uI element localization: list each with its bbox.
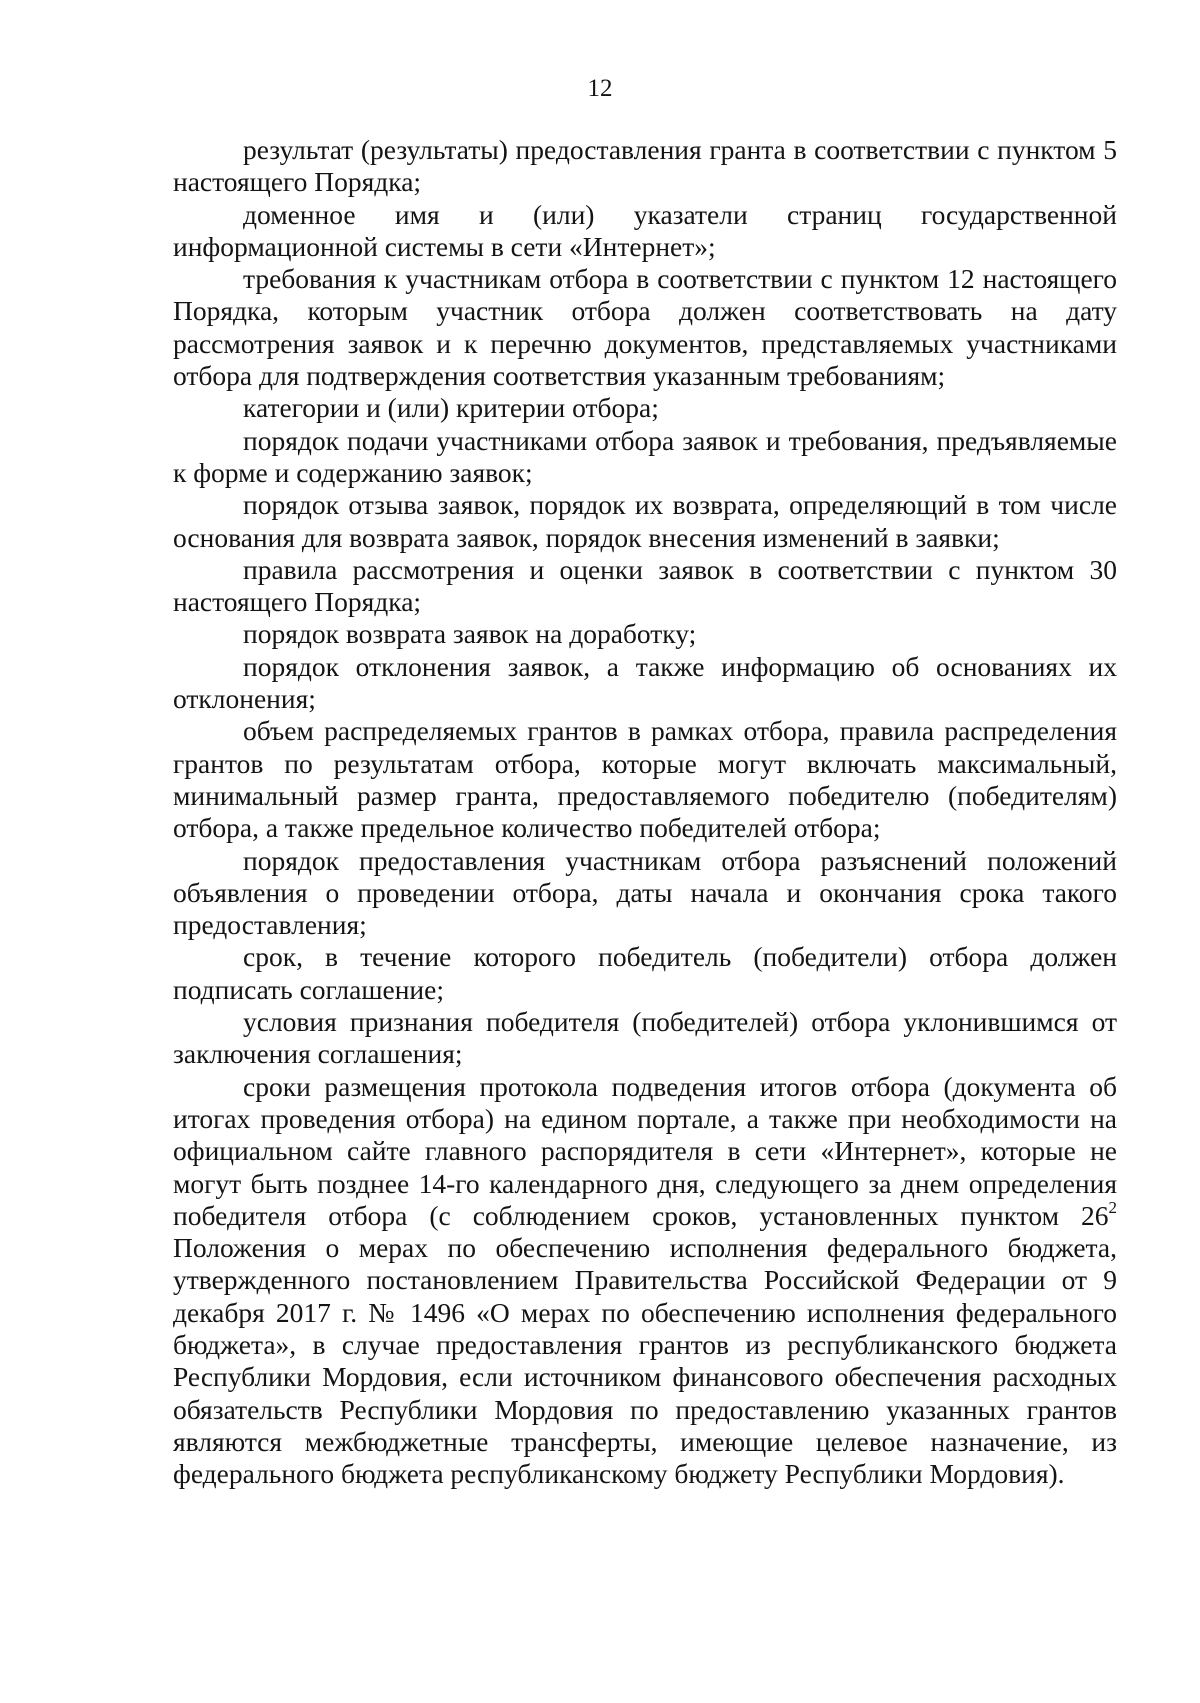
page-number: 12	[587, 75, 613, 102]
paragraph-selection-criteria: категории и (или) критерии отбора;	[243, 392, 659, 424]
paragraph-evaluation-rules: правила рассмотрения и оценки заявок в соответствии с пунктом 30 настоящего Порядка;	[173, 553, 1117, 618]
document-body	[173, 134, 1117, 1490]
paragraph-return-for-revision: порядок возврата заявок на доработку;	[243, 618, 697, 650]
superscript-index: 2	[1108, 1197, 1117, 1217]
protocol-text-end: Положения о мерах по обеспечению исполнения федерального бюджета, утвержденного постановлением Правительства Российской Федерации от 9 декабря 2017 г. № 1496 «О мерах по обеспечению исполнения федерального бюджета», в случае предоставления грантов из республиканского бюджета Республики Мордовия, если источником финансового обеспечения расходных обязательств Республики Мордовия по предоставлению указанных грантов являются межбюджетные трансферты, имеющие целевое назначение, из федерального бюджета республиканскому бюджету Республики Мордовия).	[173, 1232, 1117, 1490]
paragraph-protocol-deadlines	[173, 1071, 1117, 1491]
paragraph-signing-deadline: срок, в течение которого победитель (победители) отбора должен подписать соглашение;	[173, 941, 1117, 1005]
paragraph-domain-name: доменное имя и (или) указатели страниц государственной информационной системы в сети «Интернет»;	[173, 198, 1117, 262]
paragraph-rejection-procedure: порядок отклонения заявок, а также информацию об основаниях их отклонения;	[173, 650, 1117, 715]
paragraph-withdrawal-procedure: порядок отзыва заявок, порядок их возврата, определяющий в том числе основания для возврата заявок, порядок внесения изменений в заявки;	[173, 489, 1117, 553]
paragraph-participant-requirements: требования к участникам отбора в соответствии с пунктом 12 настоящего Порядка, которым участник отбора должен соответствовать на дату рассмотрения заявок и к перечню документов, представляемых участниками отбора для подтверждения соответствия указанным требованиям;	[173, 263, 1117, 392]
paragraph-evasion-conditions: условия признания победителя (победителей) отбора уклонившимся от заключения соглашения;	[173, 1006, 1117, 1070]
paragraph-grant-volume: объем распределяемых грантов в рамках отбора, правила распределения грантов по результатам отбора, которые могут включать максимальный, минимальный размер гранта, предоставляемого победителю (победителям) отбора, а также предельное количество победителей отбора;	[173, 715, 1117, 844]
paragraph-clarifications: порядок предоставления участникам отбора разъяснений положений объявления о проведении отбора, даты начала и окончания срока такого предоставления;	[173, 844, 1117, 941]
protocol-text-start: сроки размещения протокола подведения итогов отбора (документа об итогах проведения отбора) на едином портале, а также при необходимости на официальном сайте главного распорядителя в сети «Интернет», которые не могут быть позднее 14-го календарного дня, следующего за днем определения победителя отбора (с соблюдением сроков, установленных пунктом 26	[173, 1070, 1117, 1231]
paragraph-result: результат (результаты) предоставления гранта в соответствии с пунктом 5 настоящего Порядка;	[173, 134, 1117, 198]
paragraph-submission-procedure: порядок подачи участниками отбора заявок и требования, предъявляемые к форме и содержанию заявок;	[173, 424, 1117, 488]
